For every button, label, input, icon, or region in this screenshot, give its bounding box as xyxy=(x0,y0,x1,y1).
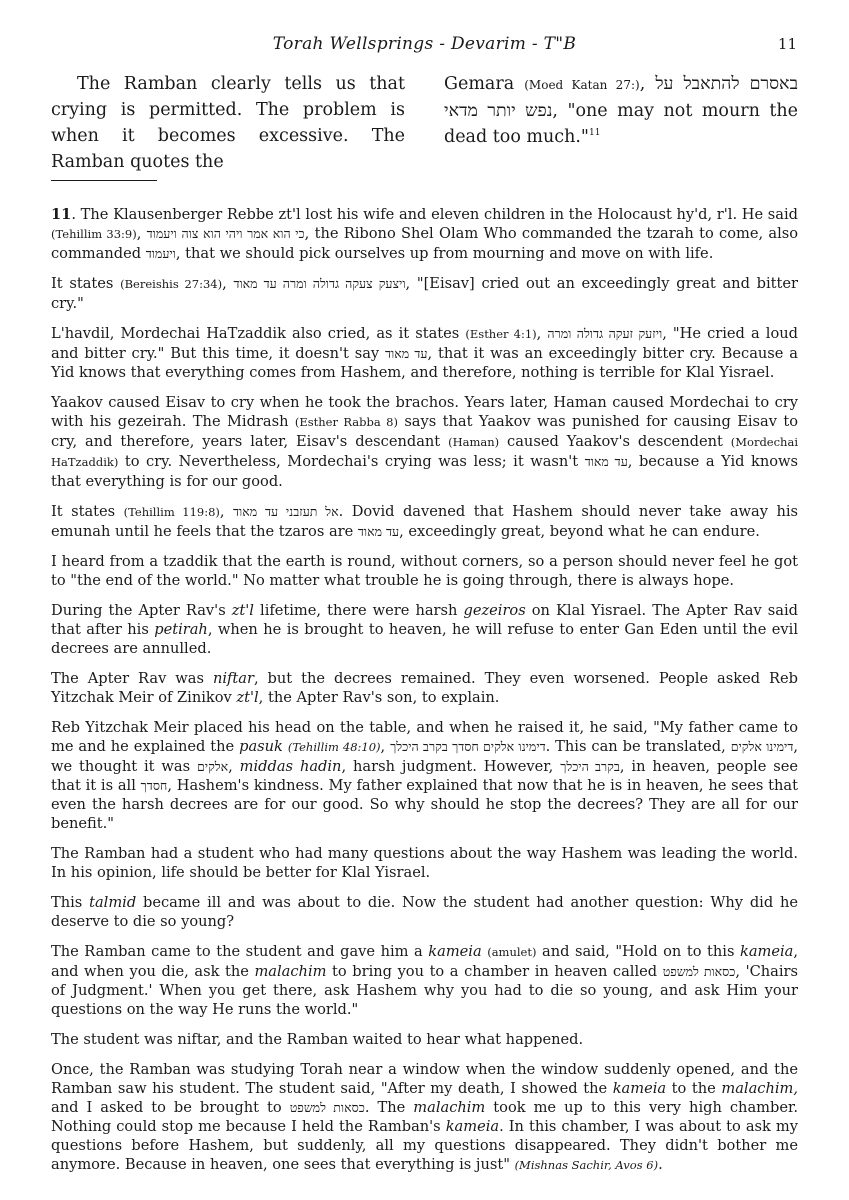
text: , we thought it was xyxy=(51,738,798,775)
text: and said, "Hold on to this xyxy=(536,943,740,960)
text: took me up to this very high chamber. Nothing could stop me because I held the Ramban's xyxy=(51,1099,798,1135)
text: . In this chamber, I was about to ask my questions before Hashem, but suddenly, all my questions disappeared. They didn't bother me anymore. Because in heaven, one sees that everything is just" xyxy=(51,1118,798,1173)
footnote-paragraph xyxy=(51,274,798,313)
hebrew-quote: כסאות למשפט xyxy=(662,964,736,979)
text: . The Klausenberger Rebbe zt'l lost his wife and eleven children in the Holocaust hy'd, r'l. He said xyxy=(71,206,798,223)
text: , xyxy=(380,738,391,755)
hebrew-quote: דימינו אלקים חסדך בקרב היכלך xyxy=(390,739,546,754)
text: says that Yaakov was punished for causing Eisav to cry, and therefore, years later, Eisav's descendant xyxy=(51,413,798,450)
source-citation: (Moed Katan 27:) xyxy=(524,78,640,92)
hebrew-quote: ויעמוד xyxy=(145,246,176,261)
text: . The xyxy=(364,1099,414,1116)
footnote-paragraph xyxy=(51,893,798,931)
text: , the Ribono Shel Olam Who commanded the tzarah to come, also commanded xyxy=(51,225,799,262)
text: to bring you to a chamber in heaven called xyxy=(326,963,663,980)
text: to the xyxy=(666,1080,722,1097)
italic-term: kameia xyxy=(445,1118,500,1135)
hebrew-quote: ויצעק צעקה גדולה ומרה עד מאוד xyxy=(233,276,406,291)
hebrew-quote: , באסרם להתאבל על נפש יותר xyxy=(487,74,798,121)
text: , that it was an exceedingly bitter cry. Because a Yid knows that everything comes from Hashem, and therefore, nothing is terrible for Klal Yisrael. xyxy=(51,345,798,381)
footnote-reference: 11 xyxy=(588,128,601,139)
text: , but the decrees remained. They even worsened. People asked Reb Yitzchak Meir of Zinikov xyxy=(51,670,798,706)
footnote-separator-rule xyxy=(51,180,157,181)
hebrew-quote: עד מאוד xyxy=(385,346,428,361)
text: , 'Chairs of Judgment.' When you get there, ask Hashem why you had to die so young, and ask Him your questions on the way He runs the world." xyxy=(51,963,798,1018)
text: , xyxy=(219,503,234,520)
text: . Dovid davened that Hashem should never take away his emunah until he feels that the tzaros are xyxy=(51,503,799,540)
text: Once, the Ramban was studying Torah near a window when the window suddenly opened, and the Ramban saw his student. The student said, "After my death, I showed the xyxy=(51,1061,798,1097)
footnote-paragraph: I heard from a tzaddik that the earth is round, without corners, so a person should never feel he got to "the end of the world." No matter what trouble he is going through, there is always hope. xyxy=(51,553,798,589)
text: , that we should pick ourselves up from mourning and move on with life. xyxy=(175,245,714,262)
footnote-paragraph xyxy=(51,669,798,707)
italic-term: middas hadin xyxy=(239,758,342,775)
text: and I asked to be brought to xyxy=(51,1099,290,1116)
footnote-paragraph xyxy=(51,718,798,833)
footnote-paragraph xyxy=(51,942,798,1019)
source-citation: (Tehillim 33:9) xyxy=(51,227,137,241)
text: , "[Eisav] cried out an exceedingly great and bitter cry." xyxy=(51,275,798,312)
hebrew-quote: אל תעזבני עד מאוד xyxy=(233,504,339,519)
footnotes-section xyxy=(51,205,798,1186)
text: , the Apter Rav's son, to explain. xyxy=(258,689,500,706)
italic-term: talmid xyxy=(89,894,137,911)
text: to cry. Nevertheless, Mordechai's crying was less; it wasn't xyxy=(118,453,585,470)
italic-term: gezeiros xyxy=(463,602,526,619)
text: , in heaven, people see that it is all xyxy=(51,758,799,794)
footnote-paragraph xyxy=(51,205,798,263)
text: , because a Yid knows that everything is for our good. xyxy=(51,453,798,490)
footnote-number: 11 xyxy=(51,206,72,223)
footnote-paragraph xyxy=(51,324,798,382)
italic-term: petirah xyxy=(154,621,208,638)
source-citation: (Tehillim 48:10) xyxy=(287,740,381,754)
text: Yaakov caused Eisav to cry when he took the brachos. Years later, Haman caused Mordechai to cry with his gezeirah. The Midrash xyxy=(51,394,798,430)
text: , xyxy=(136,225,147,242)
hebrew-quote: ויזעק זעקה גדולה ומרה xyxy=(547,326,663,341)
text: . xyxy=(658,1156,663,1173)
text: This xyxy=(51,894,90,911)
italic-term: zt'l xyxy=(231,602,254,619)
italic-term: malachim xyxy=(413,1099,486,1116)
italic-term: kameia xyxy=(428,943,482,960)
hebrew-quote: כי הוא אמר ויהי הוא צוה ויעמוד xyxy=(146,226,305,241)
text: . This can be translated, xyxy=(545,738,731,755)
hebrew-quote: חסדך xyxy=(140,778,168,793)
text: became ill and was about to die. Now the student had another question: Why did he deserve to die so young? xyxy=(51,894,798,930)
footnote-paragraph xyxy=(51,393,798,491)
page-number: 11 xyxy=(777,35,797,53)
source-citation: (Haman) xyxy=(448,435,500,449)
body-text-left-column: The Ramban clearly tells us that crying is permitted. The problem is when it becomes excessive. The Ramban quotes the xyxy=(51,74,405,172)
text: , xyxy=(222,275,234,292)
text: It states xyxy=(51,503,124,520)
text: Reb Yitzchak Meir placed his head on the table, and when he raised it, he said, "My father came to me and he explained the xyxy=(51,719,798,755)
text: , "He cried a loud and bitter cry." But this time, it doesn't say xyxy=(51,325,799,362)
footnote-paragraph xyxy=(51,601,798,658)
hebrew-quote: עד מאוד xyxy=(584,454,628,469)
text: The Ramban came to the student and gave him a xyxy=(51,943,429,960)
footnote-paragraph xyxy=(51,502,798,541)
text: , harsh judgment. However, xyxy=(341,758,561,775)
text: , when he is brought to heaven, he will refuse to enter Gan Eden until the evil decrees are annulled. xyxy=(51,621,798,657)
hebrew-quote: כסאות למשפט xyxy=(289,1100,365,1115)
body-text: Gemara xyxy=(444,74,515,94)
hebrew-quote: עד מאוד xyxy=(357,524,400,539)
text: on Klal Yisrael. The Apter Rav said that after his xyxy=(51,602,798,638)
text: , exceedingly great, beyond what he can endure. xyxy=(399,523,760,540)
footnote-paragraph: The student was niftar, and the Ramban waited to hear what happened. xyxy=(51,1031,584,1048)
italic-term: niftar xyxy=(212,670,254,687)
text: , xyxy=(536,325,548,342)
hebrew-quote: בקרב היכלך xyxy=(560,759,620,774)
text: lifetime, there were harsh xyxy=(253,602,464,619)
italic-term: malachim xyxy=(254,963,327,980)
running-header-title: Torah Wellsprings - Devarim - T"B xyxy=(272,34,577,54)
hebrew-quote: מדאי xyxy=(444,101,478,121)
source-citation: (Esther 4:1) xyxy=(465,327,537,341)
source-citation: (Bereishis 27:34) xyxy=(120,277,223,291)
text: , Hashem's kindness. My father explained that now that he is in heaven, he sees that even the harsh decrees are for our good. So why should he stop the decrees? They are all for our benefit." xyxy=(51,777,799,832)
text: It states xyxy=(51,275,121,292)
text: , and when you die, ask the xyxy=(51,943,799,980)
text: , xyxy=(228,758,240,775)
italic-term: pasuk xyxy=(239,738,283,755)
body-text: , "one may not mourn the dead too much." xyxy=(444,101,798,147)
source-citation: (Mishnas Sachir, Avos 6) xyxy=(514,1158,659,1172)
italic-term: kameia xyxy=(739,943,794,960)
italic-term: malachim, xyxy=(721,1080,798,1097)
footnote-paragraph: The Ramban had a student who had many questions about the way Hashem was leading the world. In his opinion, life should be better for Klal Yisrael. xyxy=(51,845,798,881)
italic-term: kameia xyxy=(612,1080,667,1097)
text: The Apter Rav was xyxy=(51,670,213,687)
hebrew-quote: דימינו אלקים xyxy=(730,739,794,754)
source-citation: (Mordechai HaTzaddik) xyxy=(51,435,798,469)
source-citation: (amulet) xyxy=(487,945,537,959)
text: L'havdil, Mordechai HaTzaddik also cried, as it states xyxy=(51,325,466,342)
source-citation: (Tehillim 119:8) xyxy=(123,505,220,519)
footnote-paragraph xyxy=(51,1060,798,1175)
text: During the Apter Rav's xyxy=(51,602,232,619)
source-citation: (Esther Rabba 8) xyxy=(294,415,398,429)
text: caused Yaakov's descendent xyxy=(499,433,731,450)
hebrew-quote: אלקים xyxy=(197,759,229,774)
body-text-right-column xyxy=(444,71,798,150)
italic-term: zt'l xyxy=(236,689,259,706)
